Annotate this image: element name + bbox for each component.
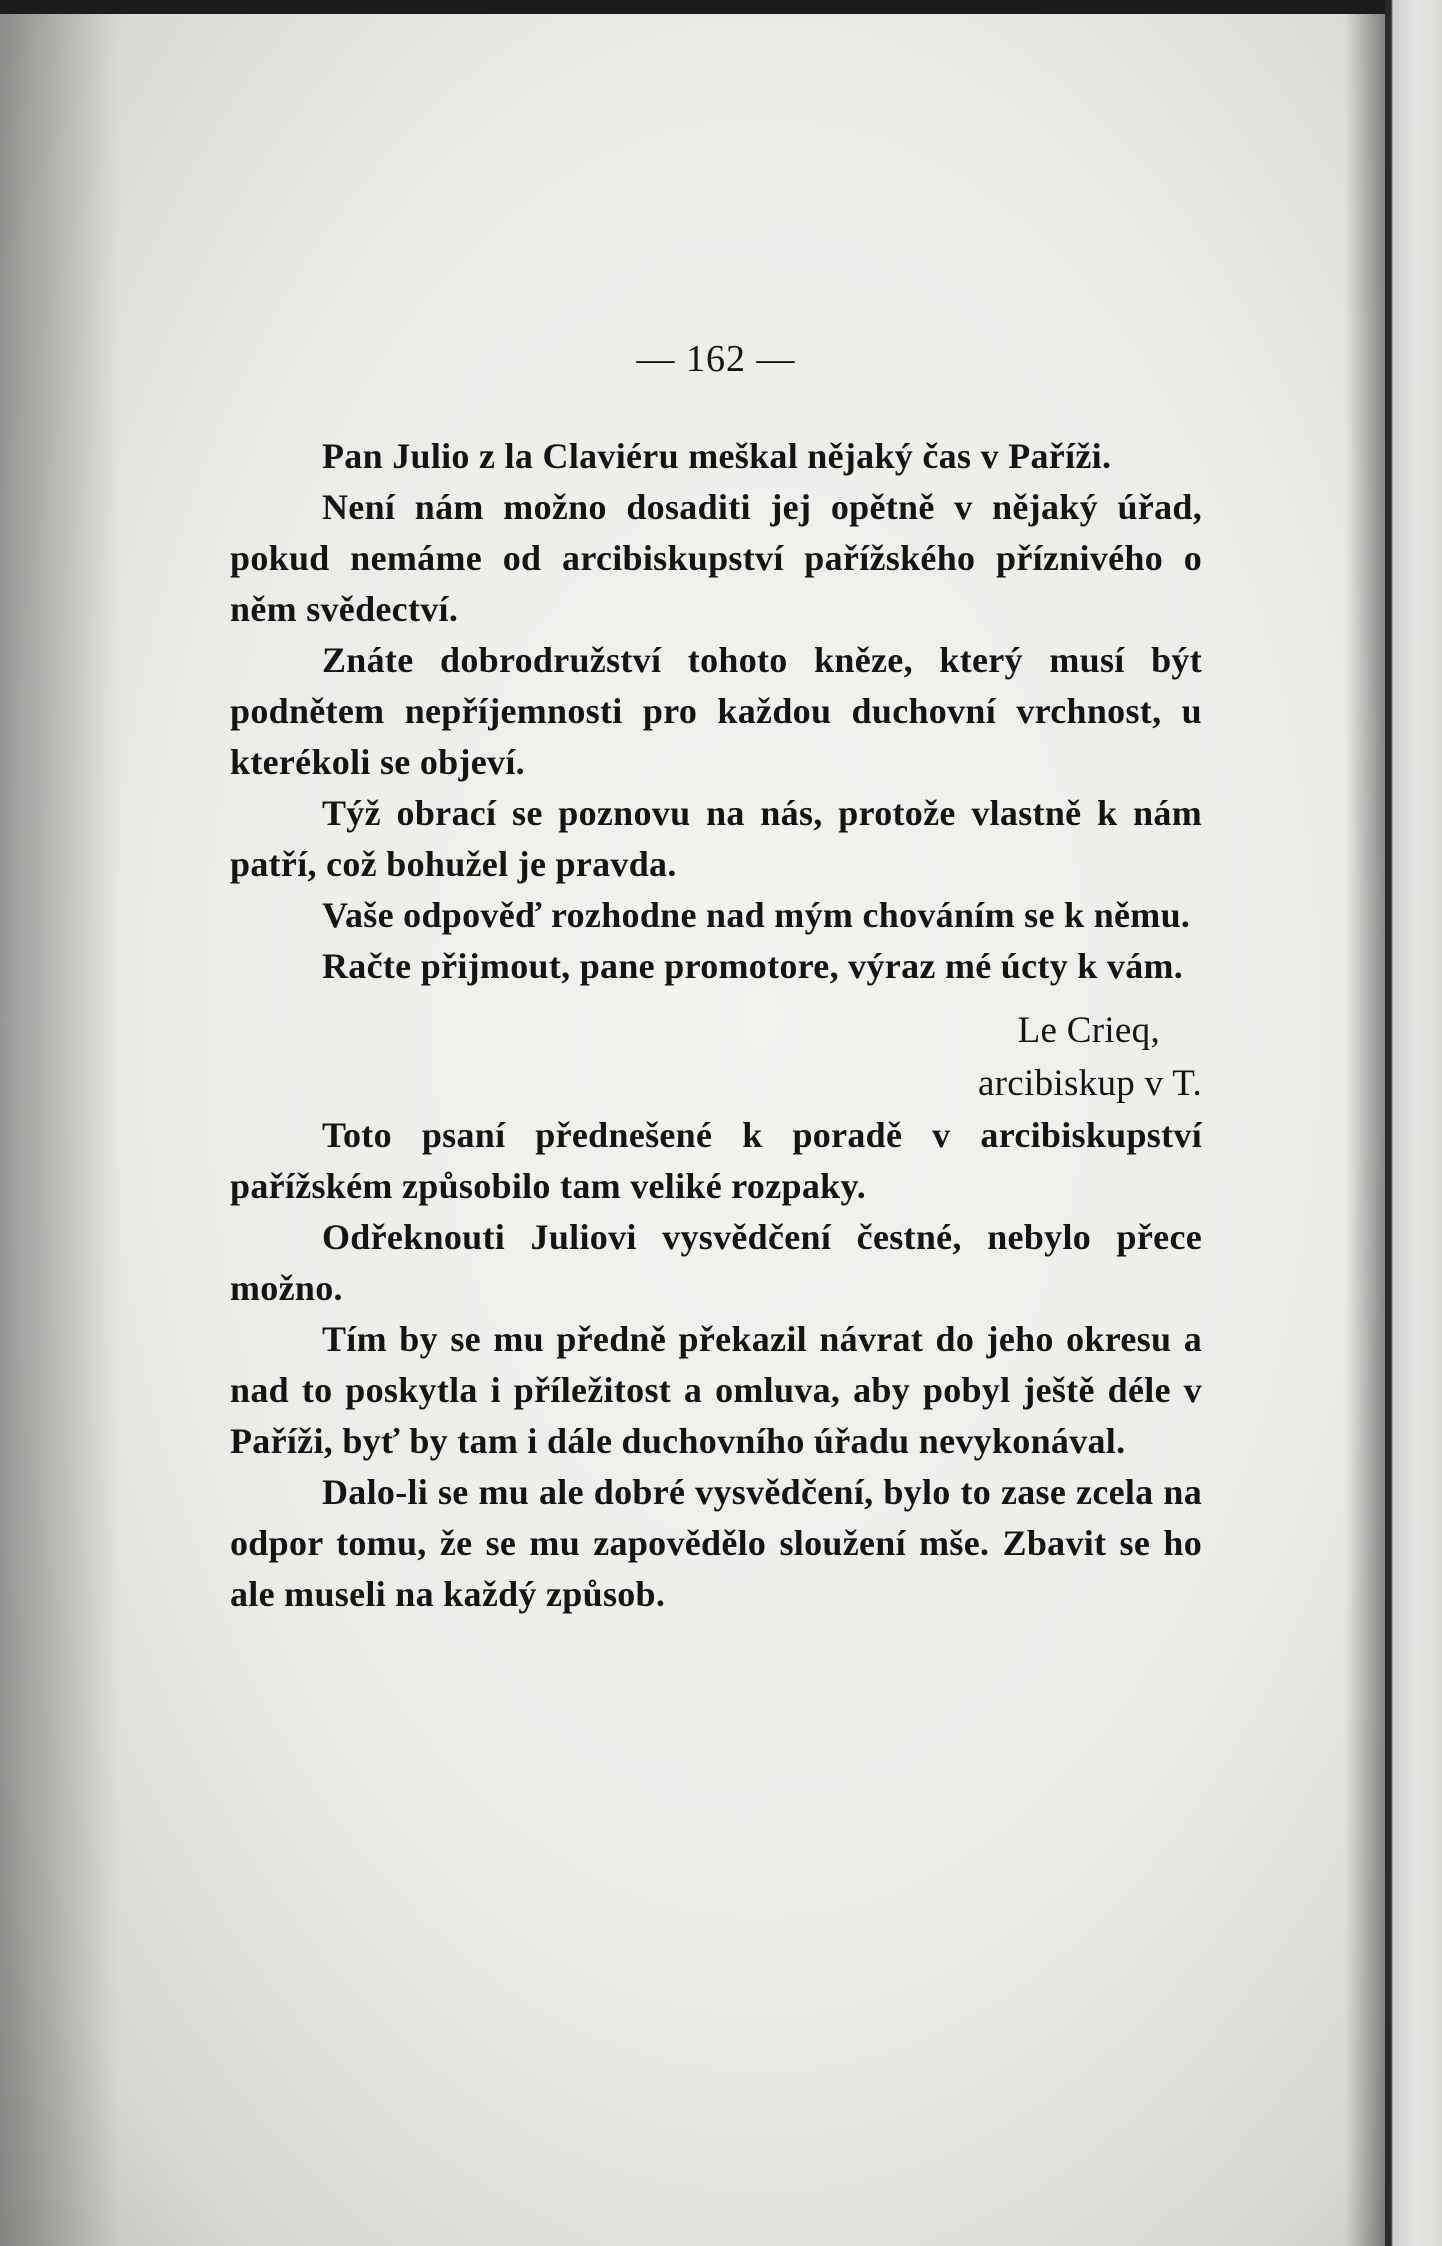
signature-name: Le Crieq, bbox=[1017, 1010, 1160, 1051]
page-number: — 162 — bbox=[636, 338, 796, 380]
adjacent-page-edge bbox=[1385, 0, 1442, 2246]
signature-title: arcibiskup v T. bbox=[977, 1063, 1202, 1104]
book-page bbox=[0, 14, 1385, 2246]
paragraph: Týž obrací se poznovu na nás, protože vlastně k nám patří, což bohužel je pravda. bbox=[230, 793, 1202, 884]
page-text bbox=[230, 334, 1202, 1620]
paragraph: Vaše odpověď rozhodne nad mým chováním se k němu. bbox=[322, 895, 1191, 935]
paragraph: Pan Julio z la Claviéru meškal nějaký čas v Paříži. bbox=[322, 436, 1112, 476]
letter-signature bbox=[230, 1004, 1202, 1110]
paragraph: Tím by se mu předně překazil návrat do jeho okresu a nad to poskytla i příležitost a omluva, aby pobyl ještě déle v Paříži, byť by tam i dále duchovního úřadu nevykonával. bbox=[230, 1319, 1202, 1461]
paragraph: Toto psaní přednešené k poradě v arcibiskupství pařížském způsobilo tam veliké rozpaky. bbox=[230, 1115, 1202, 1206]
paragraph: Znáte dobrodružství tohoto kněze, který musí být podnětem nepříjemnosti pro každou duchovní vrchnost, u kterékoli se objeví. bbox=[230, 640, 1202, 782]
paragraph: Není nám možno dosaditi jej opětně v nějaký úřad, pokud nemáme od arcibiskupství pařížského příznivého o něm svědectví. bbox=[230, 487, 1202, 629]
paragraph: Dalo-li se mu ale dobré vysvědčení, bylo to zase zcela na odpor tomu, že se mu zapovědělo sloužení mše. Zbavit se ho ale museli na každý způsob. bbox=[230, 1472, 1202, 1614]
paragraph: Račte přijmout, pane promotore, výraz mé úcty k vám. bbox=[322, 946, 1184, 986]
paragraph: Odřeknouti Juliovi vysvědčení čestné, nebylo přece možno. bbox=[230, 1217, 1202, 1308]
